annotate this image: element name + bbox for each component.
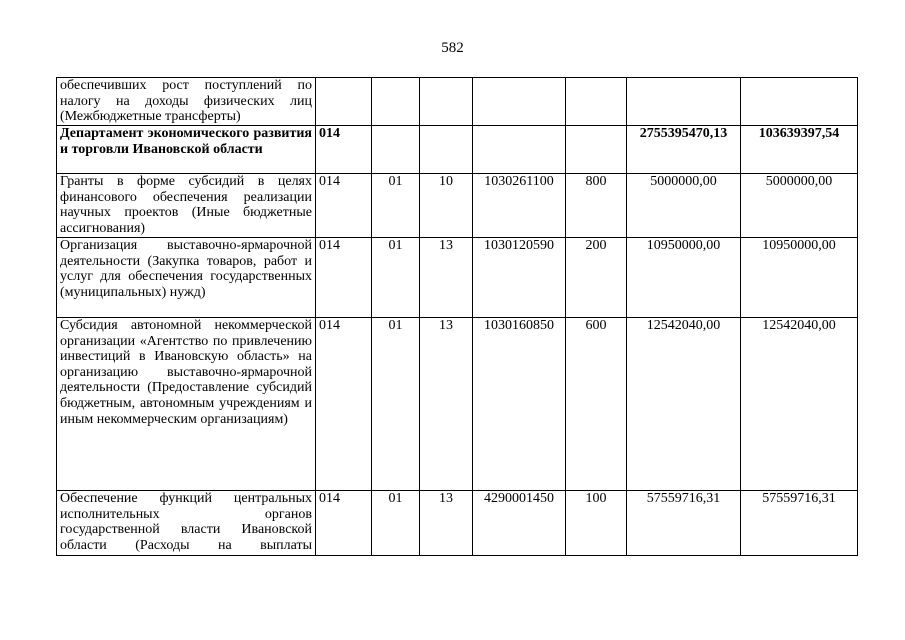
target-article xyxy=(473,78,566,126)
section-code xyxy=(372,78,420,126)
target-article: 1030160850 xyxy=(473,318,566,491)
amount-total xyxy=(627,78,741,126)
ministry-code: 014 xyxy=(316,238,372,318)
section-code: 01 xyxy=(372,318,420,491)
expense-type xyxy=(566,126,627,174)
ministry-code xyxy=(316,78,372,126)
subsection-code xyxy=(420,126,473,174)
row-description: обеспечивших рост поступлений по налогу на доходы физических лиц (Межбюджетные трансферты) xyxy=(57,78,316,126)
section-code xyxy=(372,126,420,174)
page-number: 582 xyxy=(441,40,464,56)
subsection-code: 13 xyxy=(420,318,473,491)
section-code: 01 xyxy=(372,174,420,238)
expense-type: 600 xyxy=(566,318,627,491)
subsection-code xyxy=(420,78,473,126)
budget-table xyxy=(56,77,858,556)
amount-second: 57559716,31 xyxy=(741,491,858,556)
ministry-code: 014 xyxy=(316,126,372,174)
row-description: Департамент экономического развития и торговли Ивановской области xyxy=(57,126,316,174)
expense-type xyxy=(566,78,627,126)
row-description: Субсидия автономной некоммерческой организации «Агентство по привлечению инвестиций в Ивановскую область» на организацию выставочно-ярмарочной деятельности (Предоставление субсидий бюджетным, автономным учреждениям и иным некоммерческим организациям) xyxy=(57,318,316,491)
target-article xyxy=(473,126,566,174)
amount-total: 2755395470,13 xyxy=(627,126,741,174)
row-description: Обеспечение функций центральных исполнительных органов государственной власти Ивановской области (Расходы на выплаты xyxy=(57,491,316,556)
amount-total: 12542040,00 xyxy=(627,318,741,491)
ministry-code: 014 xyxy=(316,318,372,491)
subsection-code: 13 xyxy=(420,238,473,318)
expense-type: 100 xyxy=(566,491,627,556)
amount-second: 5000000,00 xyxy=(741,174,858,238)
amount-second: 10950000,00 xyxy=(741,238,858,318)
target-article: 1030261100 xyxy=(473,174,566,238)
ministry-code: 014 xyxy=(316,491,372,556)
amount-total: 10950000,00 xyxy=(627,238,741,318)
row-description: Организация выставочно-ярмарочной деятельности (Закупка товаров, работ и услуг для обеспечения государственных (муниципальных) нужд) xyxy=(57,238,316,318)
table-row xyxy=(57,318,858,491)
section-code: 01 xyxy=(372,238,420,318)
ministry-code: 014 xyxy=(316,174,372,238)
table-row xyxy=(57,174,858,238)
target-article: 1030120590 xyxy=(473,238,566,318)
amount-total: 5000000,00 xyxy=(627,174,741,238)
table-row xyxy=(57,491,858,556)
row-description: Гранты в форме субсидий в целях финансового обеспечения реализации научных проектов (Иные бюджетные ассигнования) xyxy=(57,174,316,238)
amount-total: 57559716,31 xyxy=(627,491,741,556)
expense-type: 200 xyxy=(566,238,627,318)
amount-second xyxy=(741,78,858,126)
target-article: 4290001450 xyxy=(473,491,566,556)
table-row xyxy=(57,78,858,126)
amount-second: 103639397,54 xyxy=(741,126,858,174)
table-row xyxy=(57,126,858,174)
section-code: 01 xyxy=(372,491,420,556)
amount-second: 12542040,00 xyxy=(741,318,858,491)
subsection-code: 10 xyxy=(420,174,473,238)
subsection-code: 13 xyxy=(420,491,473,556)
table-row xyxy=(57,238,858,318)
expense-type: 800 xyxy=(566,174,627,238)
